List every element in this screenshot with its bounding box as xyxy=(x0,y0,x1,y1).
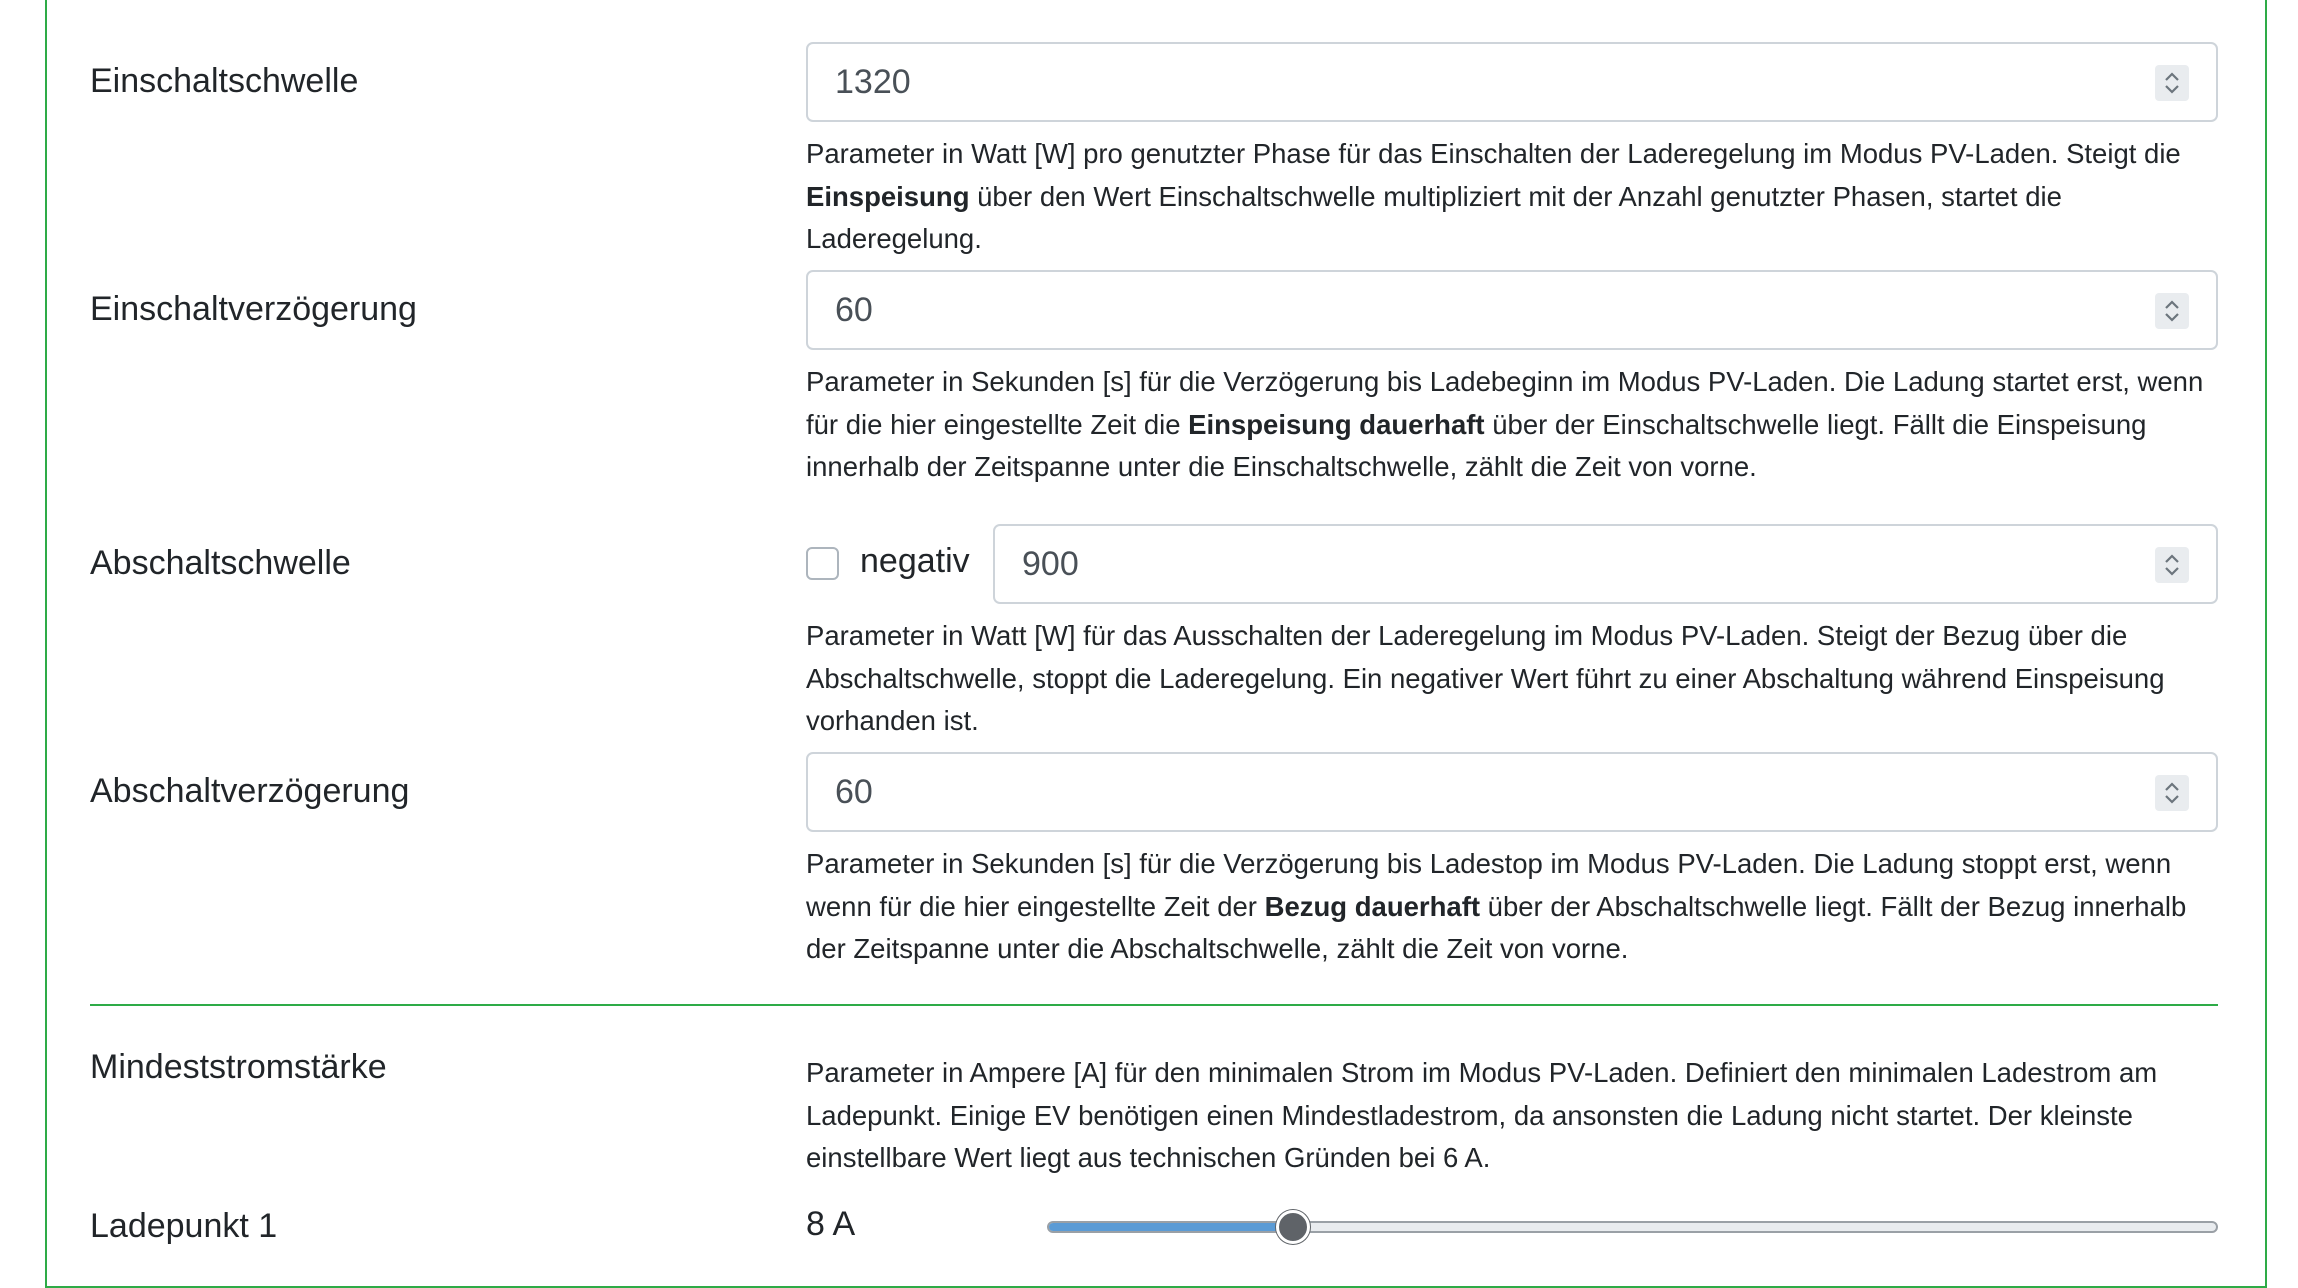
einschaltverzoegerung-value: 60 xyxy=(835,291,873,329)
mindeststromstaerke-help: Parameter in Ampere [A] für den minimalen Strom im Modus PV-Laden. Definiert den minimalen Ladestrom am Ladepunkt. Einige EV benötigen einen Mindestladestrom, da ansonsten die Ladung nicht startet. Der kleinste einstellbare Wert liegt aus technischen Gründen bei 6 A. xyxy=(806,1057,2158,1173)
abschaltverzoegerung-help: Parameter in Sekunden [s] für die Verzögerung bis Ladestop im Modus PV-Laden. Die Ladung stoppt erst, wenn wenn für die hier eingestellte Zeit der Bezug dauerhaft über der Abschaltschwelle liegt. Fällt der Bezug innerhalb der Zeitspanne unter die Abschaltschwelle, zählt die Zeit von vorne. xyxy=(806,848,2187,964)
einschaltverzoegerung-label: Einschaltverzögerung xyxy=(90,290,417,328)
abschaltverzoegerung-input[interactable] xyxy=(806,752,2218,832)
einschaltschwelle-label: Einschaltschwelle xyxy=(90,62,359,100)
einschaltschwelle-help: Parameter in Watt [W] pro genutzter Phase für das Einschalten der Laderegelung im Modus PV-Laden. Steigt die Einspeisung über den Wert Einschaltschwelle multipliziert mit der Anzahl genutzter Phasen, startet die Laderegelung. xyxy=(806,138,2181,254)
ladepunkt1-label: Ladepunkt 1 xyxy=(90,1207,278,1245)
mindeststromstaerke-label: Mindeststromstärke xyxy=(90,1048,387,1086)
up-down-chevron-icon[interactable] xyxy=(2155,775,2189,811)
abschaltschwelle-label: Abschaltschwelle xyxy=(90,544,351,582)
ladepunkt1-slider-fill xyxy=(1049,1223,1295,1231)
abschaltschwelle-value: 900 xyxy=(1022,545,1079,583)
abschaltverzoegerung-label: Abschaltverzögerung xyxy=(90,772,410,810)
up-down-chevron-icon[interactable] xyxy=(2155,547,2189,583)
negativ-checkbox-label[interactable]: negativ xyxy=(860,542,970,580)
einschaltverzoegerung-help: Parameter in Sekunden [s] für die Verzögerung bis Ladebeginn im Modus PV-Laden. Die Ladung startet erst, wenn für die hier eingestellte Zeit die Einspeisung dauerhaft über der Einschaltschwelle liegt. Fällt die Einspeisung innerhalb der Zeitspanne unter die Einschaltschwelle, zählt die Zeit von vorne. xyxy=(806,366,2204,482)
einschaltschwelle-value: 1320 xyxy=(835,63,911,101)
up-down-chevron-icon[interactable] xyxy=(2155,65,2189,101)
einschaltverzoegerung-input[interactable] xyxy=(806,270,2218,350)
section-divider xyxy=(90,1004,2218,1006)
negativ-checkbox[interactable] xyxy=(806,547,839,580)
ladepunkt1-slider-track[interactable] xyxy=(1047,1221,2218,1233)
einschaltschwelle-input[interactable] xyxy=(806,42,2218,122)
ladepunkt1-slider-thumb[interactable] xyxy=(1276,1210,1310,1244)
abschaltschwelle-input[interactable] xyxy=(993,524,2218,604)
ladepunkt1-current-value: 8 A xyxy=(806,1205,856,1243)
abschaltverzoegerung-value: 60 xyxy=(835,773,873,811)
abschaltschwelle-help: Parameter in Watt [W] für das Ausschalten der Laderegelung im Modus PV-Laden. Steigt der Bezug über die Abschaltschwelle, stoppt die Laderegelung. Ein negativer Wert führt zu einer Abschaltung während Einspeisung vorhanden ist. xyxy=(806,620,2165,736)
up-down-chevron-icon[interactable] xyxy=(2155,293,2189,329)
